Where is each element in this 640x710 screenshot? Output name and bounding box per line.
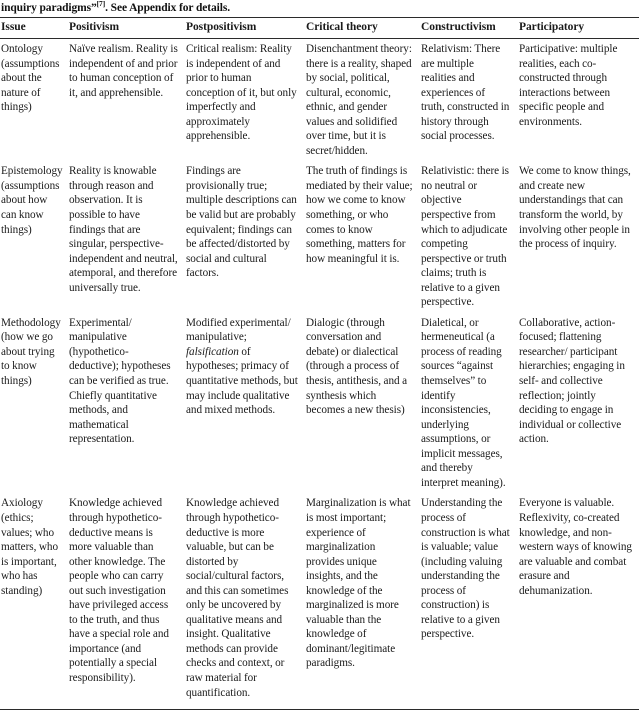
column-header-participatory: Participatory (518, 18, 639, 39)
cell-text-post: of hypotheses; primacy of quantitative methods, but may include qualitative and mixed methods. (186, 345, 298, 417)
cell-participatory: Everyone is valuable. Reflexivity, co-created knowledge, and non-western ways of knowing are valuable and combat erasure and dehumanization. (518, 493, 639, 709)
cell-participatory: Participative: multiple realities, each co-constructed through interactions between specific people and environments. (519, 43, 618, 128)
cell-positivism: Knowledge achieved through hypothetico-deductive means is more valuable than other knowledge. The people who can carry out such investigation have privileged access to the truth, and thus have a special role and importance (and potentially a special responsibility). (68, 493, 185, 709)
cell-constructivism: Relativistic: there is no neutral or objective perspective from which to adjudicate competing perspective or truth claims; truth is relative to a given perspective. (421, 165, 509, 309)
cell-text-pre: Critical realism: Reality is independent of and prior to human conception of it, but only imperfectly and approximately apprehensible. (186, 43, 297, 143)
cell-constructivism: Understanding the process of construction is what is valuable; value (including valuing understanding the process of construction) is relative to a given perspective. (420, 493, 518, 709)
cell-text-pre: Modified experimental/ manipulative; (186, 316, 291, 344)
cell-postpositivism (185, 493, 305, 709)
cell-text-pre: Findings are provisionally true; multiple descriptions can be valid but are probably equivalent; findings can be affected/distorted by social and cultural factors. (186, 165, 297, 280)
cell-issue: Epistemology (assumptions about how can know things) (1, 165, 63, 236)
table-caption (0, 0, 640, 17)
cell-text-emphasis: falsification (186, 345, 239, 358)
table-row (0, 313, 639, 494)
cell-critical-theory: Marginalization is what is most important; experience of marginalization provides unique insights, and the knowledge of the marginalized is more valuable than the knowledge of dominant/legitimate paradigms. (305, 493, 420, 709)
cell-postpositivism (185, 161, 305, 312)
caption-text-after: . See Appendix for details. (105, 2, 230, 14)
column-header-critical-theory: Critical theory (305, 18, 420, 39)
cell-issue: Axiology (ethics; values; who matters, who is important, who has standing) (0, 493, 68, 709)
header-row (0, 18, 639, 39)
cell-positivism: Experimental/ manipulative (hypothetico-deductive); hypotheses can be verified as true. Chiefly quantitative methods, and mathematical representation. (69, 316, 171, 446)
cell-critical-theory: The truth of findings is mediated by their value; how we come to know something, or who comes to know something, matters for how meaningful it is. (306, 165, 413, 265)
inquiry-paradigms-table (0, 17, 639, 710)
cell-participatory: We come to know things, and create new understandings that can transform the world, by involving other people in the process of inquiry. (519, 165, 631, 251)
cell-positivism: Naïve realism. Reality is independent of and prior to human conception of it, and apprehensible. (69, 43, 178, 99)
table-row (0, 39, 639, 162)
cell-critical-theory: Disenchantment theory: there is a reality, shaped by social, political, cultural, economic, ethnic, and gender values and solidified over time, but it is secret/hidden. (306, 43, 412, 157)
table-row (0, 493, 639, 709)
cell-constructivism: Relativism: There are multiple realities and experiences of truth, constructed in history through social processes. (421, 43, 510, 143)
cell-positivism: Reality is knowable through reason and observation. It is possible to have findings that are singular, perspective-independent and neutral, atemporal, and therefore universally true. (69, 165, 178, 294)
column-header-constructivism: Constructivism (420, 18, 518, 39)
column-header-postpositivism: Postpositivism (185, 18, 305, 39)
table-row (0, 161, 639, 312)
cell-text-pre: Knowledge achieved through hypothetico-deductive is more valuable, but can be distorted by social/cultural factors, and this can sometimes only be uncovered by qualitative means and insight. Qualitative methods can provide checks and context, or raw material for quantification. (186, 497, 289, 699)
caption-citation: [7] (96, 0, 106, 9)
cell-postpositivism (185, 39, 305, 162)
table-body (0, 39, 639, 710)
cell-participatory: Collaborative, action-focused; flattening researcher/ participant hierarchies; engaging in self- and collective reflection; jointly deciding to engage in individual or collective action. (519, 316, 625, 446)
caption-text-before: inquiry paradigms” (1, 2, 97, 14)
column-header-positivism: Positivism (68, 18, 185, 39)
table-header (0, 18, 639, 39)
cell-critical-theory: Dialogic (through conversation and debate) or dialectical (through a process of thesis, antithesis, and a synthesis which becomes a new thesis) (306, 316, 407, 417)
cell-postpositivism (185, 313, 305, 494)
column-header-issue: Issue (0, 18, 68, 39)
cell-issue: Methodology (how we go about trying to know things) (1, 316, 61, 388)
cell-constructivism: Dialetical, or hermeneutical (a process of reading sources “against themselves” to identify inconsistencies, underlying assumptions, or implicit messages, and thereby interpret meaning). (421, 316, 506, 489)
cell-issue: Ontology (assumptions about the nature of things) (1, 43, 60, 114)
